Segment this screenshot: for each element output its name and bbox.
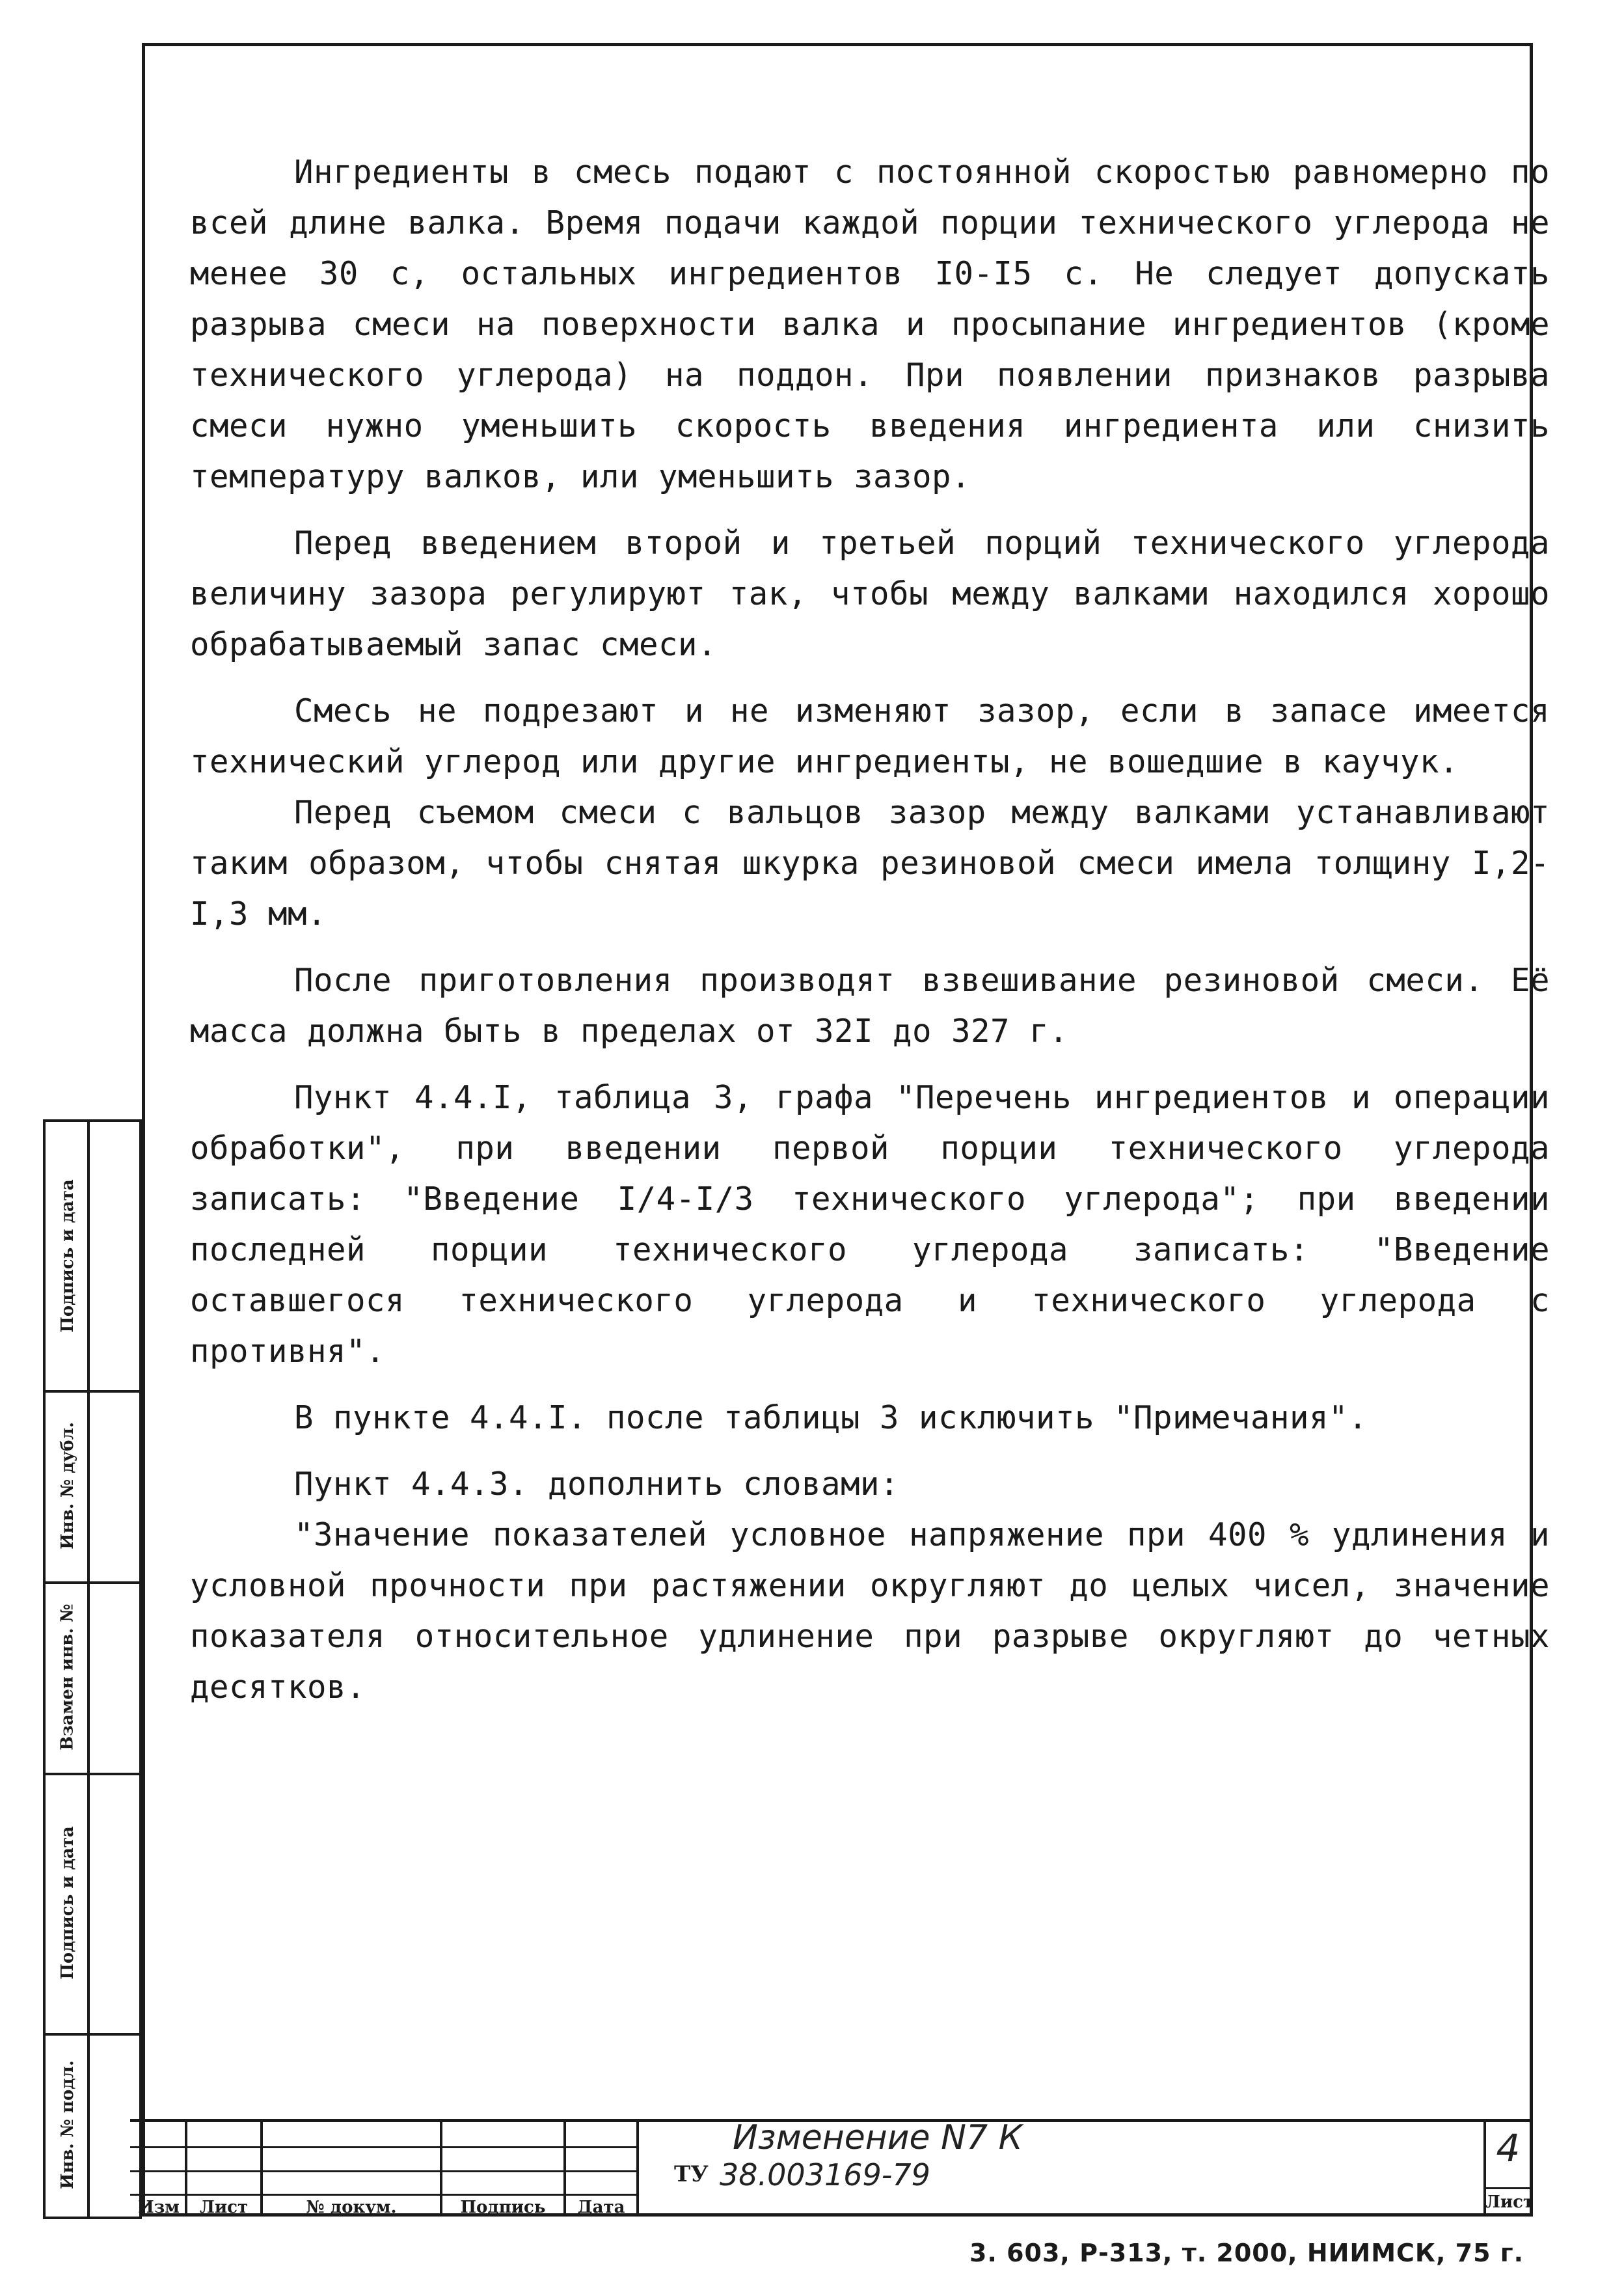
paragraph-ingredients: Ингредиенты в смесь подают с постоянной скоростью равномерно по всей длине валка. Время подачи каждой порции технического углерода не менее 30 с, остальных ингредиентов I0-I5 с. Не следует допускать разрыва смеси на поверхности валка и просыпание ингредиентов (кроме технического углерода) на поддон. При появлении признаков разрыва смеси нужно уменьшить скорость введения ингредиента или снизить температуру валков, или уменьшить зазор. (190, 154, 1550, 495)
side-stamp-divider (87, 1122, 90, 2217)
tb-header-izm: Изм (138, 2198, 180, 2217)
paragraph-item-443: Пункт 4.4.3. дополнить словами: (294, 1466, 900, 1503)
tb-header-sheet: Лист (1485, 2192, 1534, 2212)
tu-number: 38.003169-79 (720, 2157, 930, 2192)
side-label-signature-date: Подпись и дата (58, 1179, 78, 1333)
paragraph-no-cut: Смесь не подрезают и не изменяют зазор, если в запасе имеется технический углерод или другие ингредиенты, не вошедшие в каучук. (190, 692, 1550, 780)
tb-header-list: Лист (199, 2198, 249, 2217)
document-body (190, 147, 1550, 1713)
tb-header-data: Дата (577, 2198, 625, 2217)
side-label-signature-date-2: Подпись и дата (58, 1826, 78, 1980)
paragraph-gap-adjust: Перед введением второй и третьей порций технического углерода величину зазора регулируют так, чтобы между валками находился хорошо обрабатываемый запас смеси. (190, 525, 1550, 663)
tb-row-line (1483, 2187, 1533, 2189)
paragraph-remove-notes: В пункте 4.4.I. после таблицы 3 исключить "Примечания". (294, 1399, 1368, 1436)
tb-row-line (130, 2146, 636, 2148)
tb-header-podpis: Подпись (460, 2198, 546, 2217)
tu-prefix: ТУ (674, 2161, 709, 2187)
tb-header-dokum: № докум. (306, 2198, 397, 2217)
side-label-inv-dubl: Инв. № дубл. (58, 1422, 77, 1549)
side-label-inv-podl: Инв. № подл. (58, 2060, 78, 2190)
paragraph-weighing: После приготовления производят взвешивание резиновой смеси. Её масса должна быть в пределах от 32I до 327 г. (190, 962, 1550, 1050)
paragraph-item-441: Пункт 4.4.I, таблица 3, графа "Перечень ингредиентов и операции обработки", при введении первой порции технического углерода записать: "Введение I/4-I/3 технического углерода"; при введении последней порции технического углерода записать: "Введение оставшегося технического углерода и технического углерода с противня". (190, 1079, 1550, 1370)
title-block (130, 2119, 1533, 2217)
paragraph-removal: Перед съемом смеси с вальцов зазор между валками устанавливают таким образом, чтобы снятая шкурка резиновой смеси имела толщину I,2-I,3 мм. (190, 794, 1550, 933)
tb-row-line (130, 2170, 636, 2172)
paragraph-rounding: "Значение показателей условное напряжение при 400 % удлинения и условной прочности при растяжении округляют до целых чисел, значение показателя относительное удлинение при разрыве округляют до четных десятков. (190, 1516, 1550, 1706)
sheet-number: 4 (1496, 2126, 1521, 2170)
tb-col-line (636, 2122, 639, 2217)
side-label-vzamen-inv: Взамен инв. № (58, 1603, 77, 1751)
change-title: Изменение N7 К (733, 2118, 1023, 2157)
side-stamp (43, 1119, 142, 2219)
print-footer: 3. 603, Р-313, т. 2000, НИИМСК, 75 г. (969, 2239, 1524, 2267)
